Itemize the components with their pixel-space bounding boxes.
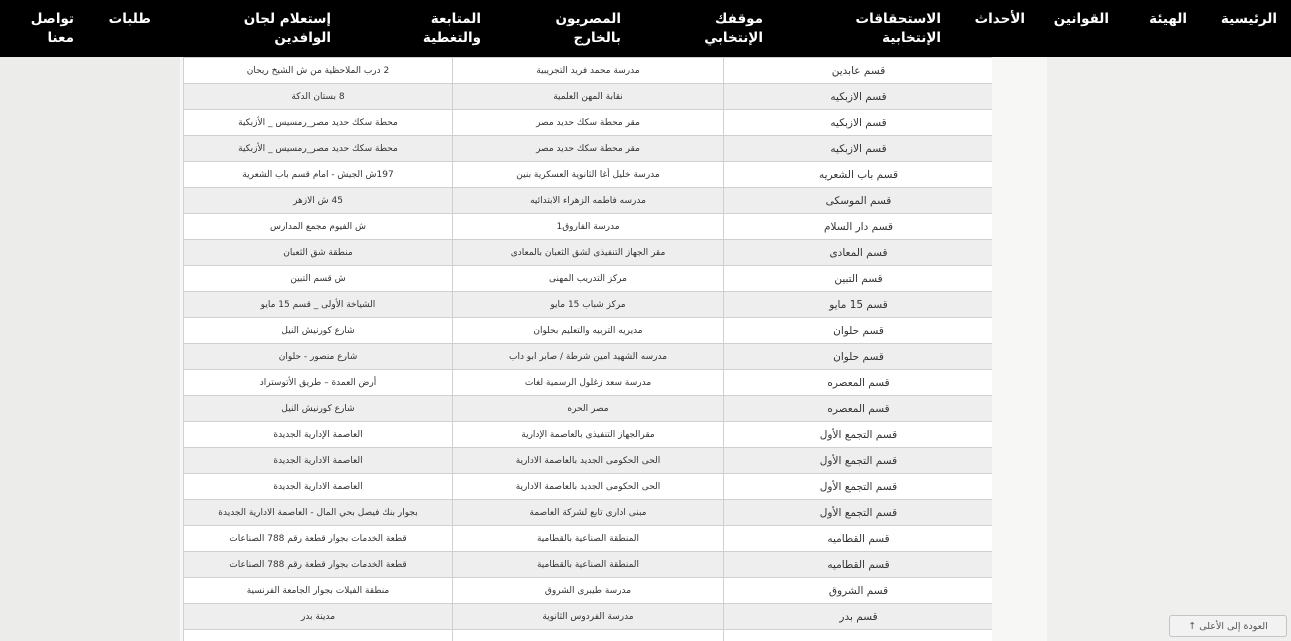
table-row [184, 448, 993, 474]
district-cell [724, 630, 993, 641]
table-row [184, 136, 993, 162]
school-cell: الحى الحكومى الجديد بالعاصمة الادارية [453, 448, 724, 474]
content-area [180, 57, 992, 641]
school-cell [453, 630, 724, 641]
right-margin [992, 57, 1047, 641]
district-cell: قسم التجمع الأول [724, 500, 993, 526]
address-cell: الشياخة الأولى _ قسم 15 مايو [184, 292, 453, 318]
address-cell: 8 بستان الدكة [184, 84, 453, 110]
table-row [184, 292, 993, 318]
district-cell: قسم القطاميه [724, 552, 993, 578]
nav-laws[interactable]: القوانين [1053, 11, 1109, 27]
address-cell: العاصمة الادارية الجديدة [184, 448, 453, 474]
table-row [184, 58, 993, 84]
address-cell: ش قسم التبين [184, 266, 453, 292]
address-cell: منطقة شق الثعبان [184, 240, 453, 266]
table-row [184, 578, 993, 604]
address-cell: محطة سكك حديد مصر_رمسيس _ الأزبكية [184, 110, 453, 136]
table-row [184, 240, 993, 266]
nav-contact-us[interactable]: تواصل معنا [30, 11, 74, 46]
school-cell: نقابة المهن العلمية [453, 84, 724, 110]
address-cell: العاصمة الإدارية الجديدة [184, 422, 453, 448]
table-row [184, 162, 993, 188]
nav-voter-status[interactable]: موقفك الإنتخابي [704, 11, 763, 46]
nav-expat-committee-inquiry[interactable]: إستعلام لجان الوافدين [243, 11, 331, 46]
left-background [0, 57, 180, 641]
school-cell: مدرسة محمد فريد التجريبية [453, 58, 724, 84]
district-cell: قسم التجمع الأول [724, 474, 993, 500]
district-cell: قسم الازبكيه [724, 136, 993, 162]
address-cell: محطة سكك حديد مصر_رمسيس _ الأزبكية [184, 136, 453, 162]
polling-stations-table [183, 57, 992, 641]
school-cell: مدرسة الفردوس الثانوية [453, 604, 724, 630]
district-cell: قسم المعادى [724, 240, 993, 266]
nav-authority[interactable]: الهيئة [1149, 11, 1187, 27]
nav-egyptians-abroad[interactable]: المصريون بالخارج [555, 11, 621, 46]
address-cell: 2 درب الملاحظية من ش الشيخ ريحان [184, 58, 453, 84]
table-row [184, 604, 993, 630]
district-cell: قسم المعصره [724, 370, 993, 396]
school-cell: الحى الحكومى الجديد بالعاصمة الادارية [453, 474, 724, 500]
table-row [184, 344, 993, 370]
table-row [184, 214, 993, 240]
nav-requests[interactable]: طلبات [108, 11, 151, 27]
school-cell: مبنى ادارى تابع لشركة العاصمة [453, 500, 724, 526]
school-cell: مقر محطة سكك حديد مصر [453, 136, 724, 162]
back-to-top-button[interactable]: العودة إلى الأعلى ↑ [1169, 615, 1287, 637]
district-cell: قسم 15 مايو [724, 292, 993, 318]
district-cell: قسم الازبكيه [724, 84, 993, 110]
school-cell: مدرسة الفاروق1 [453, 214, 724, 240]
address-cell: العاصمة الادارية الجديدة [184, 474, 453, 500]
table-row [184, 474, 993, 500]
table-row [184, 110, 993, 136]
address-cell: مدينة بدر [184, 604, 453, 630]
school-cell: مقرالجهاز التنفيذى بالعاصمة الإدارية [453, 422, 724, 448]
address-cell: 45 ش الازهر [184, 188, 453, 214]
table-row [184, 188, 993, 214]
address-cell: قطعة الخدمات بجوار قطعة رقم 788 الصناعات [184, 552, 453, 578]
school-cell: مصر الحره [453, 396, 724, 422]
address-cell: منطقة الفيلات بجوار الجامعة الفرنسية [184, 578, 453, 604]
table-row [184, 84, 993, 110]
address-cell: ش الفيوم مجمع المدارس [184, 214, 453, 240]
district-cell: قسم دار السلام [724, 214, 993, 240]
address-cell: شارع منصور - حلوان [184, 344, 453, 370]
nav-follow-up-coverage[interactable]: المتابعة والتغطية [422, 11, 481, 46]
address-cell [184, 630, 453, 641]
district-cell: قسم حلوان [724, 318, 993, 344]
address-cell: أرض العمدة – طريق الأتوستراد [184, 370, 453, 396]
school-cell: مركز التدريب المهنى [453, 266, 724, 292]
school-cell: مقر الجهاز التنفيذى لشق الثعبان بالمعادى [453, 240, 724, 266]
table-row [184, 526, 993, 552]
school-cell: مدرسه فاطمه الزهراء الابتدائيه [453, 188, 724, 214]
nav-home[interactable]: الرئيسية [1220, 11, 1277, 27]
school-cell: المنطقة الصناعية بالقطامية [453, 552, 724, 578]
school-cell: مديريه التربيه والتعليم بحلوان [453, 318, 724, 344]
district-cell: قسم المعصره [724, 396, 993, 422]
district-cell: قسم التجمع الأول [724, 448, 993, 474]
address-cell: شارع كورنيش النيل [184, 318, 453, 344]
top-navigation-bar [0, 0, 1291, 57]
school-cell: مركز شباب 15 مايو [453, 292, 724, 318]
school-cell: مدرسه الشهيد امين شرطة / صابر ابو داب [453, 344, 724, 370]
district-cell: قسم باب الشعريه [724, 162, 993, 188]
address-cell: 197ش الجيش - امام قسم باب الشعرية [184, 162, 453, 188]
district-cell: قسم القطاميه [724, 526, 993, 552]
school-cell: مدرسة خليل أغا الثانوية العسكرية بنين [453, 162, 724, 188]
address-cell: قطعة الخدمات بجوار قطعة رقم 788 الصناعات [184, 526, 453, 552]
district-cell: قسم الموسكى [724, 188, 993, 214]
nav-elections[interactable]: الاستحقاقات الإنتخابية [855, 11, 941, 46]
address-cell: شارع كورنيش النيل [184, 396, 453, 422]
district-cell: قسم عابدين [724, 58, 993, 84]
district-cell: قسم التجمع الأول [724, 422, 993, 448]
table-row [184, 318, 993, 344]
table-row [184, 552, 993, 578]
district-cell: قسم الازبكيه [724, 110, 993, 136]
address-cell: بجوار بنك فيصل بحي المال - العاصمة الادارية الجديدة [184, 500, 453, 526]
table-row [184, 630, 993, 641]
school-cell: مقر محطة سكك حديد مصر [453, 110, 724, 136]
table-row [184, 396, 993, 422]
table-row [184, 500, 993, 526]
table-row [184, 370, 993, 396]
school-cell: مدرسة سعد زغلول الرسمية لغات [453, 370, 724, 396]
school-cell: مدرسة طيبرى الشروق [453, 578, 724, 604]
district-cell: قسم بدر [724, 604, 993, 630]
nav-events[interactable]: الأحداث [974, 11, 1025, 27]
table-row [184, 422, 993, 448]
school-cell: المنطقة الصناعية بالقطامية [453, 526, 724, 552]
district-cell: قسم حلوان [724, 344, 993, 370]
table-row [184, 266, 993, 292]
district-cell: قسم التبين [724, 266, 993, 292]
district-cell: قسم الشروق [724, 578, 993, 604]
